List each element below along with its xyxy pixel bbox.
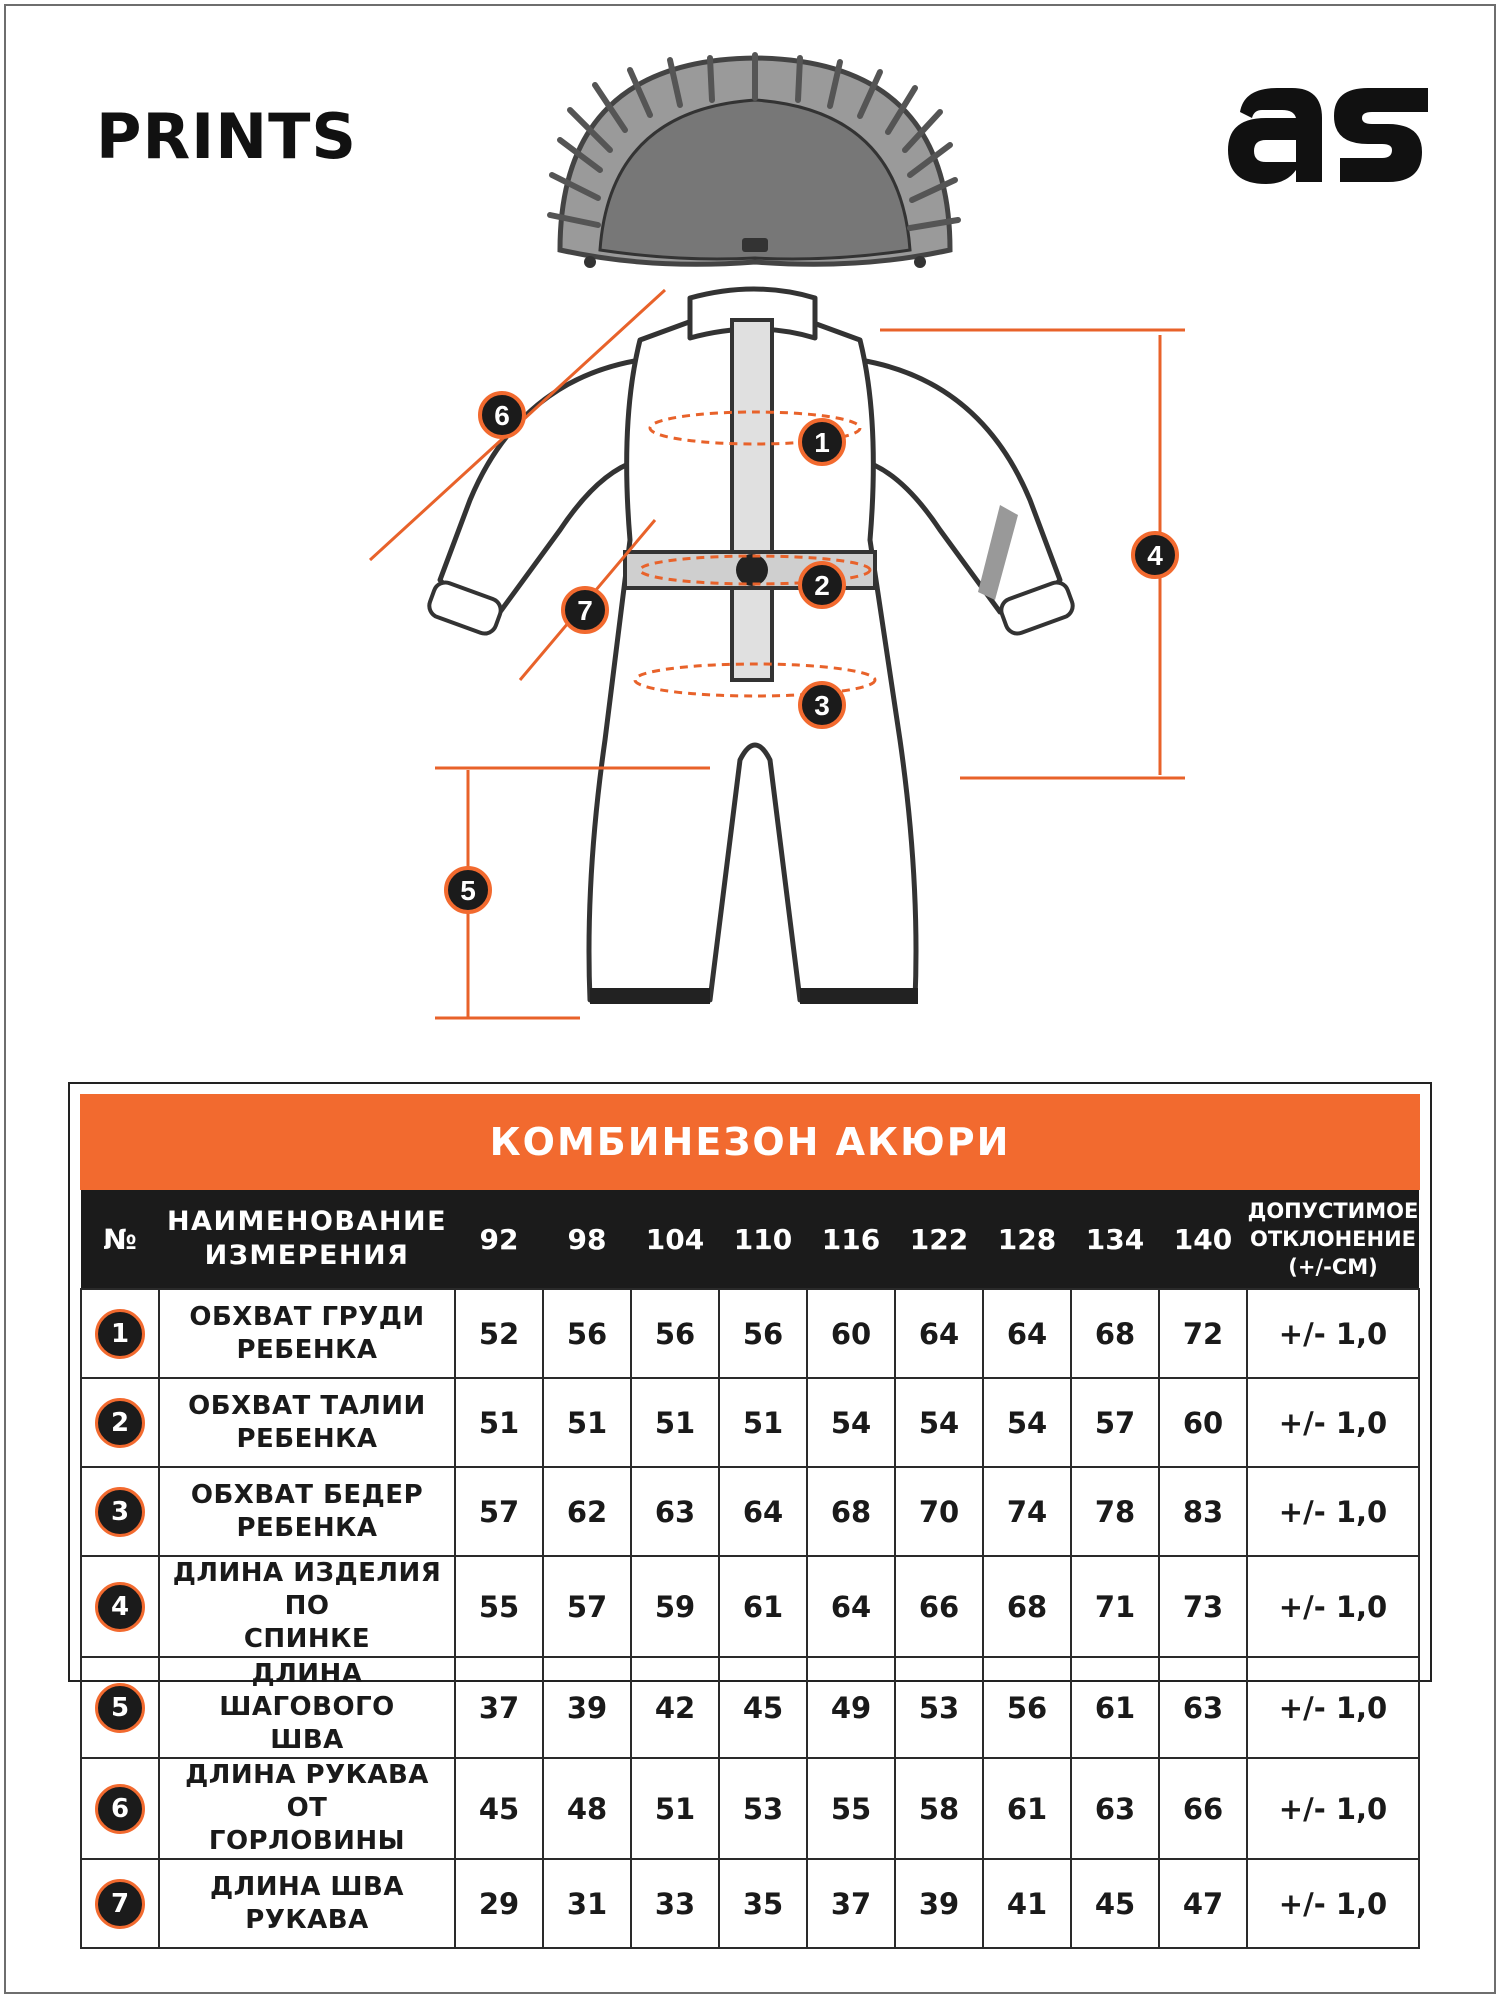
header-tolerance-line3: (+/-СМ) <box>1288 1255 1378 1279</box>
table-row <box>81 1467 1419 1556</box>
size-value-cell: 63 <box>631 1467 719 1556</box>
size-value-cell: 62 <box>543 1467 631 1556</box>
table-row <box>81 1758 1419 1859</box>
svg-text:3: 3 <box>814 690 830 721</box>
size-value-cell: 58 <box>895 1758 983 1859</box>
header-size: 140 <box>1159 1190 1247 1289</box>
row-number-cell <box>81 1657 159 1758</box>
row-number-cell <box>81 1758 159 1859</box>
size-value-cell: 33 <box>631 1859 719 1948</box>
svg-text:4: 4 <box>1147 540 1163 571</box>
size-value-cell: 51 <box>543 1378 631 1467</box>
size-value-cell: 51 <box>455 1378 543 1467</box>
hood-with-fur <box>550 55 958 268</box>
svg-text:7: 7 <box>577 595 593 626</box>
size-value-cell: 51 <box>631 1378 719 1467</box>
measurement-name-line1: ОБХВАТ ГРУДИ <box>189 1301 425 1332</box>
svg-text:1: 1 <box>814 427 830 458</box>
measurement-name <box>159 1657 455 1758</box>
size-value-cell: 54 <box>983 1378 1071 1467</box>
table-row <box>81 1556 1419 1657</box>
size-value-cell: 71 <box>1071 1556 1159 1657</box>
size-value-cell: 63 <box>1159 1657 1247 1758</box>
size-value-cell: 60 <box>807 1289 895 1378</box>
size-value-cell: 64 <box>895 1289 983 1378</box>
size-value-cell: 37 <box>807 1859 895 1948</box>
size-value-cell: 83 <box>1159 1467 1247 1556</box>
row-number-badge: 5 <box>95 1683 145 1733</box>
row-number-badge: 4 <box>95 1582 145 1632</box>
header-size: 128 <box>983 1190 1071 1289</box>
row-number-cell <box>81 1556 159 1657</box>
size-value-cell: 59 <box>631 1556 719 1657</box>
tolerance-cell: +/- 1,0 <box>1247 1289 1419 1378</box>
size-value-cell: 68 <box>807 1467 895 1556</box>
size-value-cell: 37 <box>455 1657 543 1758</box>
size-value-cell: 60 <box>1159 1378 1247 1467</box>
size-value-cell: 54 <box>895 1378 983 1467</box>
header-size: 116 <box>807 1190 895 1289</box>
table-row <box>81 1859 1419 1948</box>
table-row <box>81 1657 1419 1758</box>
header-name <box>159 1190 455 1289</box>
size-value-cell: 72 <box>1159 1289 1247 1378</box>
size-value-cell: 35 <box>719 1859 807 1948</box>
size-value-cell: 64 <box>719 1467 807 1556</box>
header-name-line2: ИЗМЕРЕНИЯ <box>204 1240 410 1271</box>
header-size: 110 <box>719 1190 807 1289</box>
measurement-name-line2: РЕБЕНКА <box>236 1334 378 1365</box>
marker-3 <box>800 683 844 727</box>
size-value-cell: 66 <box>895 1556 983 1657</box>
table-header-row <box>81 1190 1419 1289</box>
row-number-badge: 6 <box>95 1784 145 1834</box>
brand-title: PRINTS <box>96 100 358 173</box>
size-value-cell: 39 <box>895 1859 983 1948</box>
row-number-badge: 1 <box>95 1309 145 1359</box>
row-number-cell <box>81 1378 159 1467</box>
size-value-cell: 54 <box>807 1378 895 1467</box>
size-value-cell: 56 <box>543 1289 631 1378</box>
size-value-cell: 74 <box>983 1467 1071 1556</box>
measurement-name-line1: ДЛИНА ШВА РУКАВА <box>209 1871 404 1935</box>
marker-1 <box>800 420 844 464</box>
size-value-cell: 64 <box>983 1289 1071 1378</box>
row-number-badge: 7 <box>95 1879 145 1929</box>
marker-6 <box>480 393 524 437</box>
size-value-cell: 53 <box>895 1657 983 1758</box>
measurement-name-line1: ДЛИНА ШАГОВОГО <box>219 1659 395 1722</box>
size-value-cell: 57 <box>543 1556 631 1657</box>
header-name-line1: НАИМЕНОВАНИЕ <box>166 1206 448 1237</box>
size-value-cell: 78 <box>1071 1467 1159 1556</box>
measurement-name <box>159 1289 455 1378</box>
measurement-name-line2: РЕБЕНКА <box>236 1423 378 1454</box>
marker-7 <box>563 588 607 632</box>
measurement-name-line2: РЕБЕНКА <box>236 1512 378 1543</box>
size-value-cell: 52 <box>455 1289 543 1378</box>
marker-5 <box>446 868 490 912</box>
marker-2 <box>800 563 844 607</box>
size-value-cell: 53 <box>719 1758 807 1859</box>
tolerance-cell: +/- 1,0 <box>1247 1378 1419 1467</box>
measurement-name-line1: ОБХВАТ БЕДЕР <box>190 1479 424 1510</box>
tolerance-cell: +/- 1,0 <box>1247 1556 1419 1657</box>
size-value-cell: 31 <box>543 1859 631 1948</box>
size-value-cell: 57 <box>1071 1378 1159 1467</box>
svg-text:6: 6 <box>494 400 510 431</box>
size-value-cell: 41 <box>983 1859 1071 1948</box>
size-value-cell: 56 <box>983 1657 1071 1758</box>
size-value-cell: 64 <box>807 1556 895 1657</box>
tolerance-cell: +/- 1,0 <box>1247 1859 1419 1948</box>
measurement-name-line1: ДЛИНА ИЗДЕЛИЯ ПО <box>172 1558 442 1621</box>
size-value-cell: 45 <box>1071 1859 1159 1948</box>
measurement-name-line2: СПИНКЕ <box>243 1624 371 1654</box>
size-value-cell: 56 <box>719 1289 807 1378</box>
header-size: 92 <box>455 1190 543 1289</box>
header-size: 104 <box>631 1190 719 1289</box>
measurement-name-line1: ДЛИНА РУКАВА ОТ <box>185 1760 429 1823</box>
size-value-cell: 51 <box>631 1758 719 1859</box>
tolerance-cell: +/- 1,0 <box>1247 1467 1419 1556</box>
table-title: КОМБИНЕЗОН АКЮРИ <box>80 1094 1420 1190</box>
row-number-cell <box>81 1289 159 1378</box>
marker-4 <box>1133 533 1177 577</box>
size-value-cell: 55 <box>807 1758 895 1859</box>
table-row <box>81 1378 1419 1467</box>
header-size: 134 <box>1071 1190 1159 1289</box>
measurement-name-line2: ШВА <box>270 1725 344 1755</box>
size-value-cell: 29 <box>455 1859 543 1948</box>
table-row <box>81 1289 1419 1378</box>
size-value-cell: 66 <box>1159 1758 1247 1859</box>
size-value-cell: 73 <box>1159 1556 1247 1657</box>
size-value-cell: 45 <box>455 1758 543 1859</box>
svg-text:5: 5 <box>460 875 476 906</box>
tolerance-cell: +/- 1,0 <box>1247 1758 1419 1859</box>
size-value-cell: 61 <box>1071 1657 1159 1758</box>
measurement-name <box>159 1378 455 1467</box>
size-value-cell: 56 <box>631 1289 719 1378</box>
size-value-cell: 57 <box>455 1467 543 1556</box>
tolerance-cell: +/- 1,0 <box>1247 1657 1419 1758</box>
size-value-cell: 51 <box>719 1378 807 1467</box>
header-tolerance-line1: ДОПУСТИМОЕ <box>1247 1199 1419 1223</box>
size-value-cell: 55 <box>455 1556 543 1657</box>
size-value-cell: 68 <box>983 1556 1071 1657</box>
size-value-cell: 47 <box>1159 1859 1247 1948</box>
size-value-cell: 61 <box>719 1556 807 1657</box>
size-value-cell: 70 <box>895 1467 983 1556</box>
measurement-name-line2: ГОРЛОВИНЫ <box>208 1826 406 1856</box>
header-num: № <box>81 1190 159 1289</box>
size-value-cell: 68 <box>1071 1289 1159 1378</box>
size-value-cell: 45 <box>719 1657 807 1758</box>
row-number-badge: 2 <box>95 1398 145 1448</box>
size-table <box>80 1190 1420 1949</box>
measurement-name-line1: ОБХВАТ ТАЛИИ <box>188 1390 426 1421</box>
row-number-cell <box>81 1859 159 1948</box>
header-size: 122 <box>895 1190 983 1289</box>
row-number-cell <box>81 1467 159 1556</box>
size-value-cell: 39 <box>543 1657 631 1758</box>
header-tolerance-line2: ОТКЛОНЕНИЕ <box>1249 1227 1417 1251</box>
header-tolerance <box>1247 1190 1419 1289</box>
size-value-cell: 49 <box>807 1657 895 1758</box>
header-size: 98 <box>543 1190 631 1289</box>
size-table-frame <box>68 1082 1432 1935</box>
measurement-name <box>159 1859 455 1948</box>
row-number-badge: 3 <box>95 1487 145 1537</box>
size-value-cell: 48 <box>543 1758 631 1859</box>
measurement-name <box>159 1758 455 1859</box>
measurement-name <box>159 1467 455 1556</box>
size-value-cell: 42 <box>631 1657 719 1758</box>
measurement-name <box>159 1556 455 1657</box>
size-value-cell: 61 <box>983 1758 1071 1859</box>
svg-text:2: 2 <box>814 570 830 601</box>
size-value-cell: 63 <box>1071 1758 1159 1859</box>
